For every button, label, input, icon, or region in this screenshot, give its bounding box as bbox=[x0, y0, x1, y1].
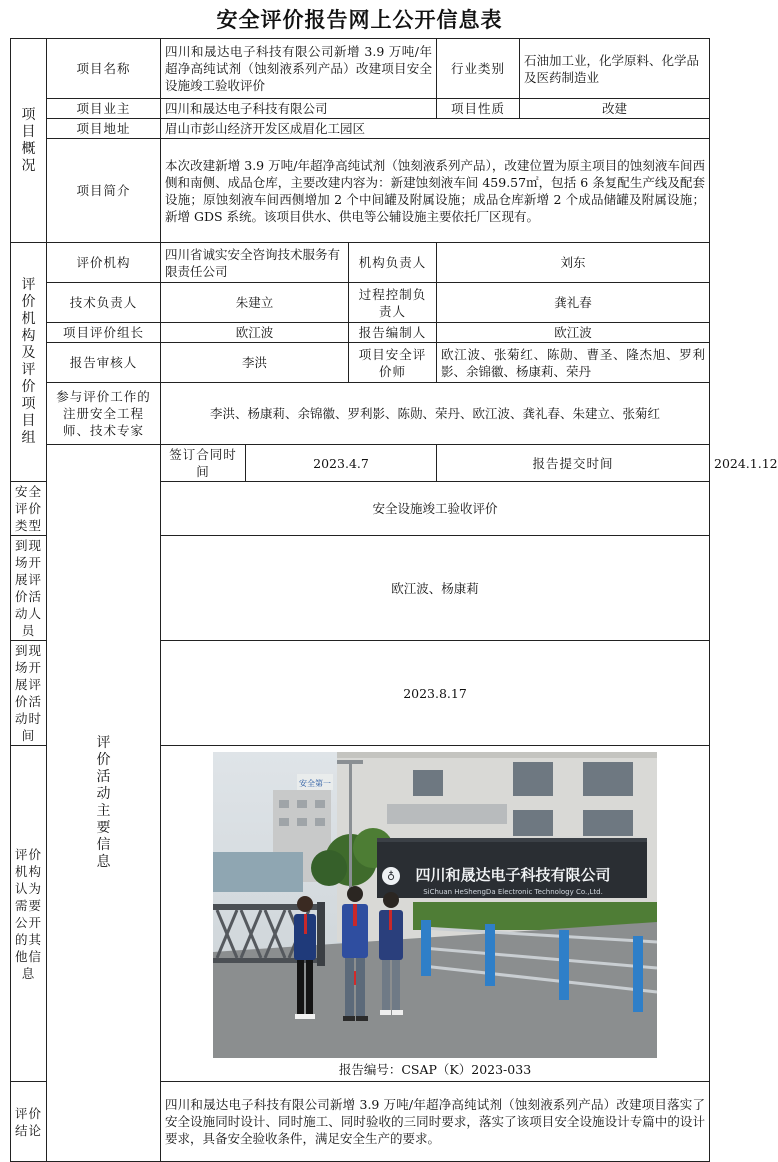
site-date-label: 到现场开展评价活动时间 bbox=[11, 641, 47, 746]
agency-label: 评价机构 bbox=[47, 243, 161, 283]
assessment-type-value: 安全设施竣工验收评价 bbox=[161, 482, 710, 536]
company-sign-en: SiChuan HeShengDa Electronic Technology Co.,Ltd. bbox=[423, 887, 603, 896]
agency-head-value: 刘东 bbox=[437, 243, 710, 283]
experts-value: 李洪、杨康莉、余锦徽、罗利影、陈勋、荣丹、欧江波、龚礼春、朱建立、张菊红 bbox=[161, 383, 710, 445]
section-overview-label: 项 目 概 况 bbox=[11, 39, 47, 243]
nature-value: 改建 bbox=[520, 99, 710, 119]
submit-date-label: 报告提交时间 bbox=[437, 445, 710, 482]
tech-head-label: 技术负责人 bbox=[47, 283, 161, 323]
reviewer-value: 李洪 bbox=[161, 343, 349, 383]
agency-value: 四川省诚实安全咨询技术服务有限责任公司 bbox=[161, 243, 349, 283]
intro-value: 本次改建新增 3.9 万吨/年超净高纯试剂（蚀刻液系列产品），改建位置为原主项目的蚀刻液车间西侧和南侧、成品仓库，主要改建内容为：新建蚀刻液车间 459.57㎡，包括 6 条复配生产线及配套设施；原蚀刻液车间西侧增加 2 个中间罐及附属设施；成品仓库新增 2 个成品储罐及附属设施；新增 GDS 系统。该项目供水、供电等公辅设施主要依托厂区现有。 bbox=[161, 139, 710, 243]
agency-head-label: 机构负责人 bbox=[349, 243, 437, 283]
report-number: 报告编号：CSAP（K）2023-033 bbox=[338, 1061, 532, 1077]
page-title: 安全评价报告网上公开信息表 bbox=[216, 8, 503, 32]
site-photo-cell bbox=[161, 746, 710, 1082]
nature-label: 项目性质 bbox=[437, 99, 520, 119]
section-org-label: 评 价 机 构 及 评 价 项 目 组 bbox=[11, 243, 47, 482]
compiler-label: 报告编制人 bbox=[349, 323, 437, 343]
reviewer-label: 报告审核人 bbox=[47, 343, 161, 383]
group-leader-value: 欧江波 bbox=[161, 323, 349, 343]
intro-label: 项目简介 bbox=[47, 139, 161, 243]
industry-label: 行业类别 bbox=[437, 39, 520, 99]
site-date-value: 2023.8.17 bbox=[161, 641, 710, 746]
address-value: 眉山市彭山经济开发区成眉化工园区 bbox=[161, 119, 710, 139]
assessors-label: 项目安全评价师 bbox=[349, 343, 437, 383]
assessors-value: 欧江波、张菊红、陈勋、曹圣、隆杰旭、罗利影、余锦徽、杨康莉、荣丹 bbox=[437, 343, 710, 383]
site-photo bbox=[213, 752, 657, 1058]
compiler-value: 欧江波 bbox=[437, 323, 710, 343]
svg-text:安全第一: 安全第一 bbox=[299, 778, 331, 788]
contract-date-value: 2023.4.7 bbox=[246, 445, 437, 482]
industry-value: 石油加工业，化学原料、化学品及医药制造业 bbox=[520, 39, 710, 99]
company-sign-text: 四川和晟达电子科技有限公司 bbox=[415, 865, 611, 884]
group-leader-label: 项目评价组长 bbox=[47, 323, 161, 343]
assessment-type-label: 安全评价类型 bbox=[11, 482, 47, 536]
section-activity-label: 评 价 活 动 主 要 信 息 bbox=[47, 445, 161, 1162]
process-control-label: 过程控制负责人 bbox=[349, 283, 437, 323]
project-name-label: 项目名称 bbox=[47, 39, 161, 99]
conclusion-value: 四川和晟达电子科技有限公司新增 3.9 万吨/年超净高纯试剂（蚀刻液系列产品）改建项目落实了安全设施同时设计、同时施工、同时验收的三同时要求，落实了该项目安全设施设计专篇中的设计要求，具备安全验收条件，满足安全生产的要求。 bbox=[161, 1082, 710, 1162]
owner-value: 四川和晟达电子科技有限公司 bbox=[161, 99, 437, 119]
conclusion-label: 评价结论 bbox=[11, 1082, 47, 1162]
site-staff-label: 到现场开展评价活动人员 bbox=[11, 536, 47, 641]
address-label: 项目地址 bbox=[47, 119, 161, 139]
info-table: 项 目 概 况 项目名称 四川和晟达电子科技有限公司新增 3.9 万吨/年超净高纯试剂（蚀刻液系列产品）改建项目安全设施竣工验收评价 行业类别 石油加工业，化学原料、化学品及医药制造业 项目业主 四川和晟达电子科技有限公司 项目性质 改建 项目地址 眉山市彭山经济开发区成眉化工园区 项目简介 本次改建新增 3.9 万吨/年超净高纯试剂（蚀刻液系列产品），改建位置为原主项目的蚀刻液车间西侧和南侧、成品仓库，主要改建内容为：新建蚀刻液车间 459.57㎡，包括 6 条复配生产线及配套设施；原蚀刻液车间西侧增加 2 个中间罐及附属设施；成品仓库新增 2 个成品储罐及附属设施；新增 GDS 系统。该项目供水、供电等公辅设施主要依托厂区现有。 评 价 机 构 及 评 价 项 目 组 评价机构 四川省诚实安全咨询技术服务有限责任公司 机构负责人 刘东 技术负责人 朱建立 过程控制负责人 龚礼春 项目评价组长 欧江波 报告编制人 欧江波 报告审核人 李洪 项目安全评价师 欧江波、张菊红、陈勋、曹圣、隆杰旭、罗利影、余锦徽、杨康莉、荣丹 参与评价工作的注册安全工程师、技术专家 李洪、杨康莉、余锦徽、罗利影、陈勋、荣丹、欧江波、龚礼春、朱建立、张菊红 评 价 活 动 主 要 信 息 签订合同时间 2023.4.7 报告提交时间 2024.1.12 安全评价类型 安全设施竣工验收评价 到现场开展评价活动人员 欧江波、杨康莉 到现场开展评价活动时间 2023.8.17 评价机构认为需要公开的其他信息 安全第一 ♁ 四川和晟达电子科技有限公司 SiChuan HeShengDa Electronic Technology Co.,Ltd. 报告编号：CSAP（K）2023-033 评价结论 四川和晟达电子科技有限公司新增 3.9 万吨/年超净高纯试剂（蚀刻液系列产品）改建项目落实了安全设施同时设计、同时施工、同时验收的三同时要求，落实了该项目安全设施设计专篇中的设计要求，具备安全验收条件，满足安全生产的要求。 bbox=[10, 38, 710, 1162]
experts-label: 参与评价工作的注册安全工程师、技术专家 bbox=[47, 383, 161, 445]
site-staff-value: 欧江波、杨康莉 bbox=[161, 536, 710, 641]
owner-label: 项目业主 bbox=[47, 99, 161, 119]
project-name-value: 四川和晟达电子科技有限公司新增 3.9 万吨/年超净高纯试剂（蚀刻液系列产品）改建项目安全设施竣工验收评价 bbox=[161, 39, 437, 99]
process-control-value: 龚礼春 bbox=[437, 283, 710, 323]
svg-text:♁: ♁ bbox=[386, 869, 396, 883]
tech-head-value: 朱建立 bbox=[161, 283, 349, 323]
contract-date-label: 签订合同时间 bbox=[161, 445, 246, 482]
other-info-label: 评价机构认为需要公开的其他信息 bbox=[11, 746, 47, 1082]
